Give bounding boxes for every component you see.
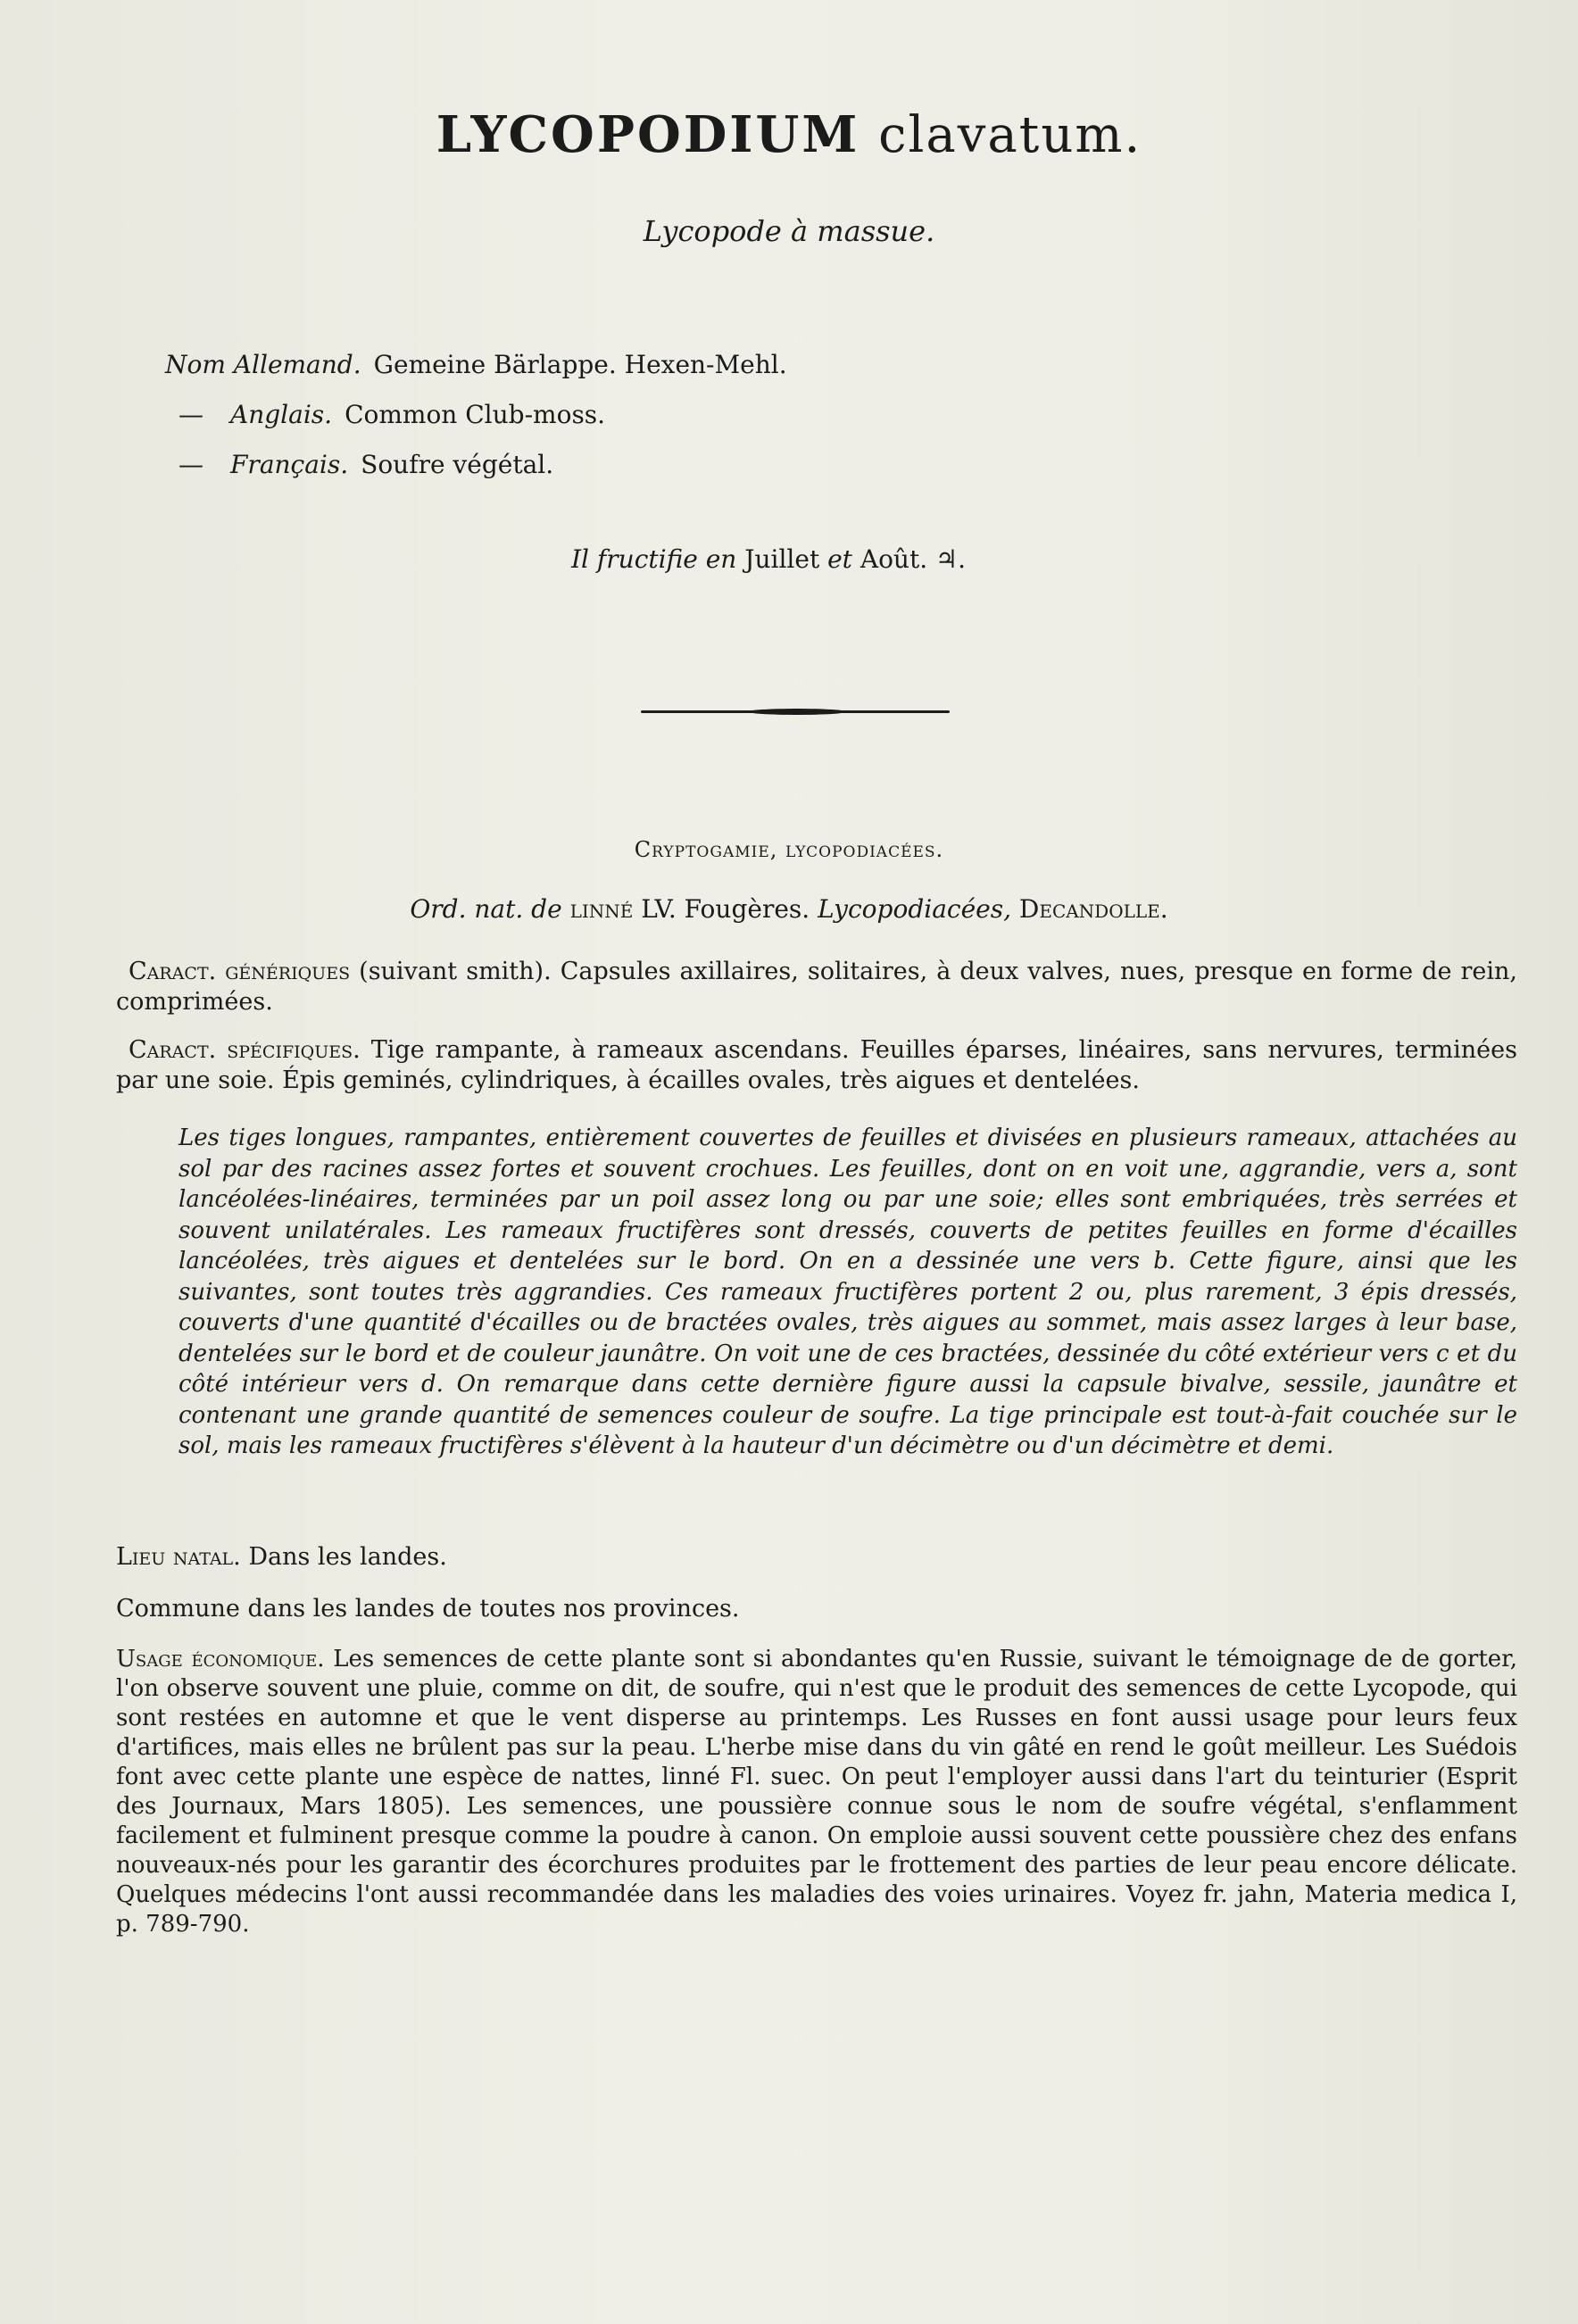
ord-number: LV. xyxy=(641,894,677,924)
fructification-line xyxy=(571,544,966,574)
habitat-label: Lieu natal. xyxy=(116,1543,241,1571)
natural-order-line xyxy=(0,894,1578,924)
fruct-month-2: Août. xyxy=(860,544,928,574)
fruct-conj: et xyxy=(827,544,852,574)
common-names xyxy=(165,339,787,489)
subtitle: Lycopode à massue. xyxy=(643,214,935,248)
generic-label: Caract. génériques xyxy=(129,958,351,985)
ord-linne: linné xyxy=(569,894,634,924)
name-row-english xyxy=(165,389,787,439)
habitat-text: Dans les landes. xyxy=(248,1543,447,1571)
generic-characters xyxy=(116,957,1517,1017)
usage-text: Les semences de cette plante sont si abondantes qu'en Russie, suivant le témoignage de de gorter, l'on observe souvent une pluie, comme on dit, de soufre, qui n'est que le produit des semences de cette Lycopode, qui sont restées en automne et que le vent disperse au printemps. Les Russes en font aussi usage pour leurs feux d'artifices, mais elles ne brûlent pas sur la peau. L'herbe mise dans du vin gâté en rend le goût meilleur. Les Suédois font avec cette plante une espèce de nattes, linné Fl. suec. On peut l'employer aussi dans l'art du teinturier (Esprit des Journaux, Mars 1805). Les semences, une poussière connue sous le nom de soufre végétal, s'enflamment facilement et fulminent presque comme la poudre à canon. On emploie aussi souvent cette poussière chez des enfans nouveaux-nés pour les garantir des écorchures produites par le frottement des parties de leur peau encore délicate. Quelques médecins l'ont aussi recommandée dans les maladies des voies urinaires. Voyez fr. jahn, Materia medica I, p. 789-790. xyxy=(116,1646,1517,1938)
generic-text: (suivant smith). Capsules axillaires, solitaires, à deux valves, nues, presque en forme de rein, comprimées. xyxy=(116,958,1517,1016)
name-dash: — xyxy=(179,449,203,479)
specific-characters xyxy=(116,1035,1517,1096)
specific-text: Tige rampante, à rameaux ascendans. Feuilles éparses, linéaires, sans nervures, terminées par une soie. Épis geminés, cylindriques, à écailles ovales, très aigues et dentelées. xyxy=(116,1036,1517,1094)
name-value: Common Club-moss. xyxy=(345,399,606,429)
commune-line: Commune dans les landes de toutes nos provinces. xyxy=(116,1595,740,1623)
ornamental-rule xyxy=(641,710,950,713)
name-value: Gemeine Bärlappe. Hexen-Mehl. xyxy=(373,349,787,379)
ord-label: Ord. nat. de xyxy=(410,894,562,924)
page-title xyxy=(0,105,1578,164)
title-species: clavatum. xyxy=(878,106,1142,164)
name-label: Français. xyxy=(230,449,349,479)
title-genus: LYCOPODIUM xyxy=(436,105,860,164)
specific-label: Caract. spécifiques. xyxy=(129,1036,361,1064)
perennial-symbol: ♃. xyxy=(935,544,967,574)
name-label: Nom Allemand. xyxy=(165,349,361,379)
fruct-lead: Il fructifie en xyxy=(571,544,737,574)
economic-usage xyxy=(116,1645,1517,1939)
usage-label: Usage économique. xyxy=(116,1646,325,1672)
ord-family: Fougères. xyxy=(684,894,810,924)
habitat-line xyxy=(116,1542,1517,1573)
name-value: Soufre végétal. xyxy=(361,449,554,479)
name-dash: — xyxy=(179,399,203,429)
fruct-month-1: Juillet xyxy=(744,544,820,574)
description-paragraph: Les tiges longues, rampantes, entièrement couvertes de feuilles et divisées en plusieurs rameaux, attachées au sol par des racines assez fortes et souvent crochues. Les feuilles, dont on en voit une, aggrandie, vers a, sont lancéolées-linéaires, terminées par un poil assez long ou par une soie; elles sont embriquées, très serrées et souvent unilatérales. Les rameaux fructifères sont dressés, couverts de petites feuilles en forme d'écailles lancéolées, très aigues et dentelées sur le bord. On en a dessinée une vers b. Cette figure, ainsi que les suivantes, sont toutes très aggrandies. Ces rameaux fructifères portent 2 ou, plus rarement, 3 épis dressés, couverts d'une quantité d'écailles ou de bractées ovales, très aigues au sommet, mais assez larges à leur base, dentelées sur le bord et de couleur jaunâtre. On voit une de ces bractées, dessinée du côté extérieur vers c et du côté intérieur vers d. On remarque dans cette dernière figure aussi la capsule bivalve, sessile, jaunâtre et contenant une grande quantité de semences couleur de soufre. La tige principale est tout-à-fait couchée sur le sol, mais les rameaux fructifères s'élèvent à la hauteur d'un décimètre ou d'un décimètre et demi. xyxy=(179,1125,1517,1459)
ord-alt-family: Lycopodiacées, xyxy=(818,894,1011,924)
classification-heading: Cryptogamie, lycopodiacées. xyxy=(634,837,944,862)
name-row-french xyxy=(165,439,787,489)
ord-decandolle: Decandolle. xyxy=(1018,894,1168,924)
name-row-german xyxy=(165,339,787,389)
name-label: Anglais. xyxy=(230,399,333,429)
